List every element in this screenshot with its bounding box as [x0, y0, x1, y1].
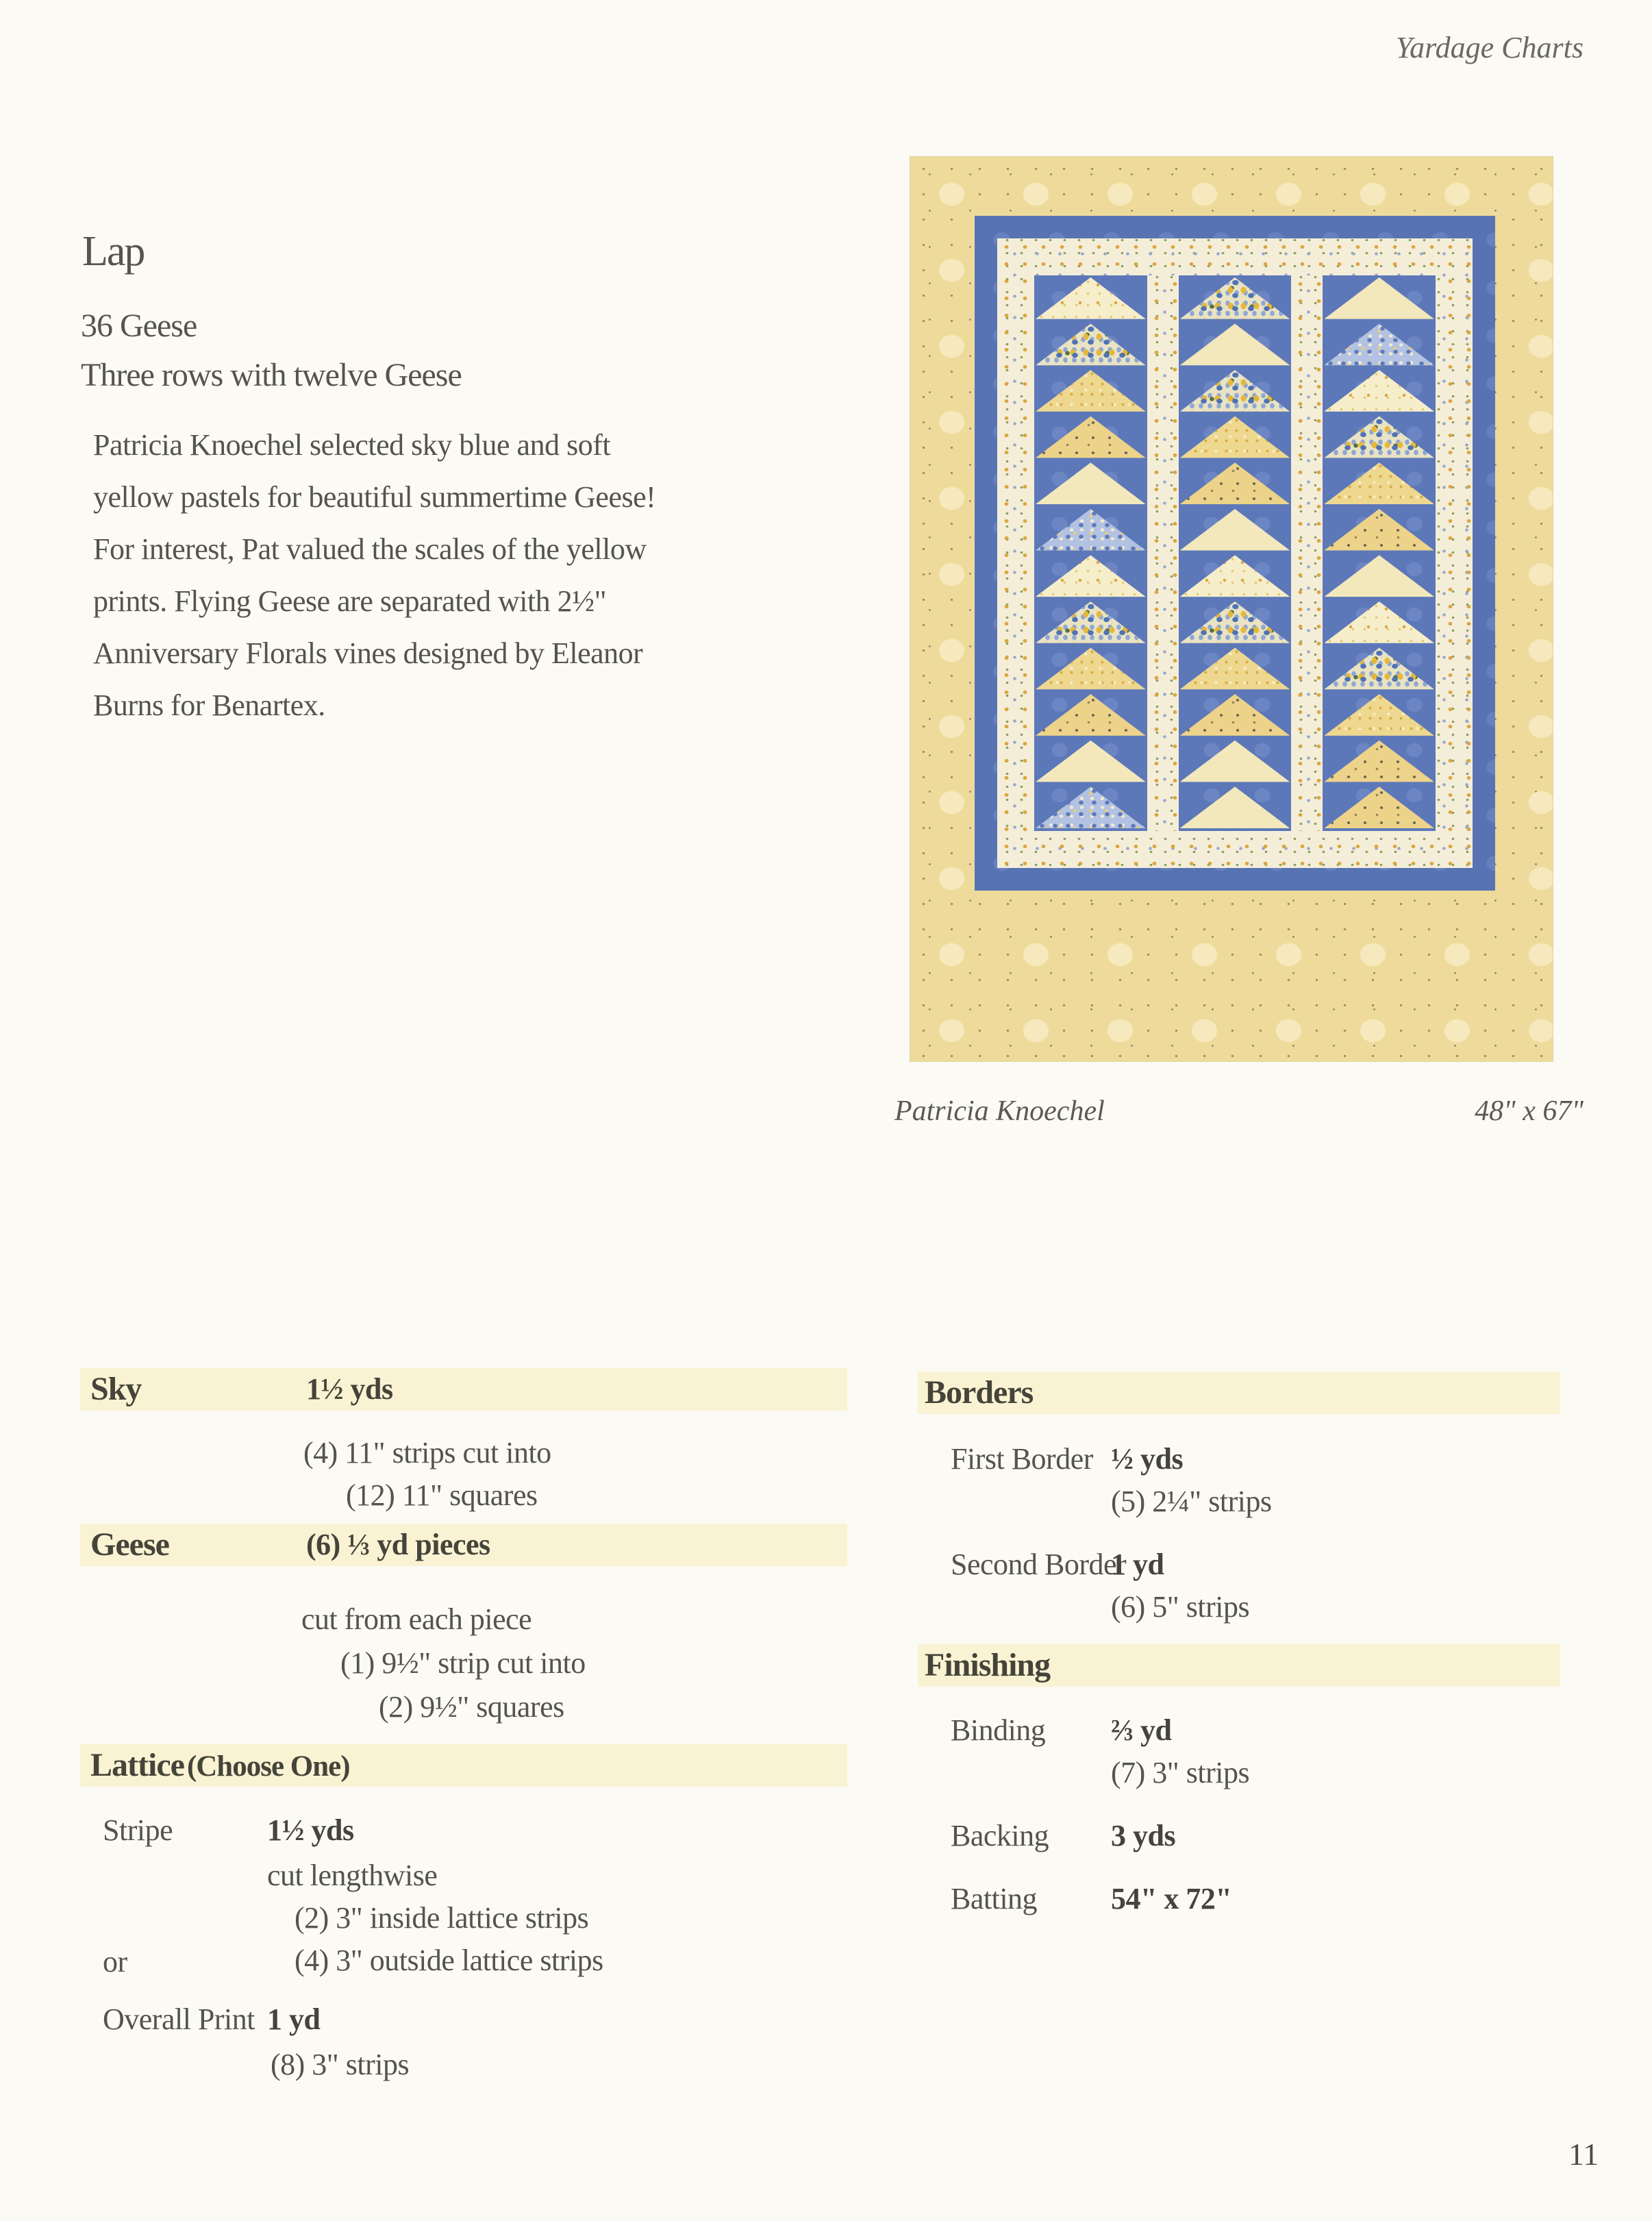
- page-number: 11: [1568, 2137, 1599, 2172]
- goose-triangle: [1036, 554, 1146, 598]
- section-label-borders: Borders: [925, 1374, 1034, 1411]
- running-header: Yardage Charts: [1395, 31, 1584, 64]
- lattice-stripe-line-3: (4) 3" outside lattice strips: [295, 1944, 603, 1977]
- paragraph-line: Anniversary Florals vines designed by Eleanor: [93, 636, 643, 670]
- section-band-lattice: [80, 1744, 847, 1787]
- paragraph-line: Patricia Knoechel selected sky blue and soft: [93, 428, 611, 462]
- goose-block: [1179, 784, 1292, 831]
- paragraph-line: prints. Flying Geese are separated with 2½": [93, 584, 607, 618]
- goose-block: [1179, 275, 1292, 322]
- goose-column: [1179, 275, 1292, 831]
- quilt-floral-border: [997, 238, 1473, 868]
- goose-block: [1323, 275, 1436, 322]
- goose-column: [1323, 275, 1436, 831]
- section-band-borders: [918, 1372, 1560, 1414]
- backing-yardage: 3 yds: [1111, 1819, 1176, 1852]
- goose-triangle: [1180, 647, 1290, 691]
- goose-triangle: [1036, 739, 1146, 784]
- first-border-line-1: (5) 2¼" strips: [1111, 1485, 1272, 1518]
- goose-block: [1034, 507, 1147, 554]
- goose-triangle: [1180, 554, 1290, 598]
- goose-block: [1034, 414, 1147, 461]
- caption-artist: Patricia Knoechel: [894, 1095, 1105, 1127]
- backing-label: Backing: [951, 1819, 1049, 1852]
- goose-block: [1034, 784, 1147, 831]
- goose-triangle: [1036, 323, 1146, 367]
- goose-triangle: [1180, 693, 1290, 737]
- binding-line-1: (7) 3" strips: [1111, 1756, 1250, 1789]
- goose-triangle: [1036, 508, 1146, 552]
- sky-cut-line-2: (12) 11" squares: [346, 1478, 538, 1512]
- sky-cut-line-1: (4) 11" strips cut into: [303, 1436, 551, 1469]
- goose-block: [1323, 739, 1436, 785]
- lattice-stripe-yardage: 1½ yds: [267, 1813, 354, 1847]
- goose-triangle: [1324, 785, 1434, 830]
- goose-block: [1179, 507, 1292, 554]
- goose-triangle: [1036, 369, 1146, 413]
- goose-triangle: [1180, 276, 1290, 321]
- lattice-stripe-line-1: cut lengthwise: [267, 1859, 438, 1892]
- goose-block: [1323, 460, 1436, 507]
- goose-triangle: [1180, 508, 1290, 552]
- goose-block: [1034, 553, 1147, 599]
- goose-triangle: [1324, 508, 1434, 552]
- goose-block: [1179, 692, 1292, 739]
- goose-triangle: [1324, 276, 1434, 321]
- goose-triangle: [1324, 554, 1434, 598]
- goose-block: [1034, 368, 1147, 414]
- subtitle: [81, 301, 462, 400]
- geese-cut-line-2: (1) 9½" strip cut into: [340, 1646, 586, 1680]
- geese-yardage: (6) ⅓ yd pieces: [306, 1528, 490, 1561]
- goose-triangle: [1324, 323, 1434, 367]
- section-band-geese: [80, 1524, 847, 1566]
- paragraph-line: yellow pastels for beautiful summertime Geese!: [93, 480, 656, 514]
- goose-block: [1034, 739, 1147, 785]
- second-border-yardage: 1 yd: [1111, 1548, 1164, 1581]
- goose-block: [1323, 414, 1436, 461]
- goose-triangle: [1324, 693, 1434, 737]
- lattice-overall-label: Overall Print: [103, 2002, 255, 2036]
- goose-triangle: [1324, 461, 1434, 506]
- section-label-lattice: Lattice: [90, 1747, 184, 1783]
- batting-size: 54" x 72": [1111, 1882, 1232, 1915]
- goose-triangle: [1324, 415, 1434, 460]
- goose-triangle: [1036, 600, 1146, 645]
- goose-block: [1179, 553, 1292, 599]
- lattice-overall-line-1: (8) 3" strips: [271, 2048, 410, 2081]
- first-border-yardage: ½ yds: [1111, 1442, 1184, 1476]
- goose-block: [1034, 322, 1147, 369]
- section-band-finishing: [918, 1644, 1560, 1687]
- goose-triangle: [1036, 461, 1146, 506]
- goose-block: [1179, 739, 1292, 785]
- goose-triangle: [1180, 461, 1290, 506]
- goose-triangle: [1324, 369, 1434, 413]
- goose-block: [1179, 414, 1292, 461]
- goose-triangle: [1036, 693, 1146, 737]
- goose-block: [1323, 646, 1436, 693]
- section-band-sky: [80, 1368, 847, 1411]
- sky-yardage: 1½ yds: [306, 1372, 393, 1406]
- page-title: Lap: [82, 228, 145, 275]
- goose-block: [1323, 368, 1436, 414]
- goose-triangle: [1036, 785, 1146, 830]
- lattice-overall-yardage: 1 yd: [267, 2002, 321, 2036]
- goose-triangle: [1324, 647, 1434, 691]
- lattice-strip: [1291, 275, 1323, 831]
- goose-block: [1034, 646, 1147, 693]
- lattice-strip: [1147, 275, 1179, 831]
- binding-label: Binding: [951, 1713, 1046, 1747]
- subtitle-line-1: 36 Geese: [81, 308, 197, 344]
- goose-block: [1034, 460, 1147, 507]
- goose-triangle: [1180, 739, 1290, 784]
- subtitle-line-2: Three rows with twelve Geese: [81, 357, 462, 393]
- goose-block: [1323, 692, 1436, 739]
- goose-triangle: [1180, 600, 1290, 645]
- paragraph-line: For interest, Pat valued the scales of the yellow: [93, 532, 647, 566]
- goose-triangle: [1180, 785, 1290, 830]
- goose-block: [1323, 784, 1436, 831]
- goose-block: [1179, 460, 1292, 507]
- section-label-sky: Sky: [90, 1371, 142, 1407]
- quilt-blue-border: [975, 216, 1495, 891]
- second-border-line-1: (6) 5" strips: [1111, 1590, 1250, 1624]
- goose-triangle: [1180, 415, 1290, 460]
- goose-block: [1179, 646, 1292, 693]
- goose-block: [1323, 553, 1436, 599]
- goose-triangle: [1036, 647, 1146, 691]
- goose-triangle: [1180, 369, 1290, 413]
- goose-block: [1034, 599, 1147, 646]
- goose-column: [1034, 275, 1147, 831]
- goose-block: [1034, 692, 1147, 739]
- goose-triangle: [1180, 323, 1290, 367]
- intro-paragraph: [93, 419, 655, 732]
- geese-cut-line-3: (2) 9½" squares: [379, 1690, 564, 1724]
- lattice-choose-one-note: (Choose One): [186, 1750, 350, 1783]
- goose-block: [1034, 275, 1147, 322]
- section-label-geese: Geese: [90, 1526, 169, 1563]
- goose-triangle: [1036, 276, 1146, 321]
- goose-block: [1179, 599, 1292, 646]
- goose-triangle: [1324, 739, 1434, 784]
- lattice-stripe-line-2: (2) 3" inside lattice strips: [295, 1901, 589, 1935]
- second-border-label: Second Border: [951, 1548, 1127, 1581]
- goose-block: [1323, 599, 1436, 646]
- section-label-finishing: Finishing: [925, 1647, 1051, 1683]
- goose-triangle: [1324, 600, 1434, 645]
- goose-block: [1323, 322, 1436, 369]
- lattice-or-label: or: [103, 1945, 127, 1978]
- caption-size: 48" x 67": [1475, 1095, 1584, 1127]
- geese-cut-line-1: cut from each piece: [301, 1602, 532, 1636]
- goose-triangle: [1036, 415, 1146, 460]
- lattice-stripe-label: Stripe: [103, 1813, 173, 1847]
- goose-block: [1179, 368, 1292, 414]
- paragraph-line: Burns for Benartex.: [93, 688, 325, 722]
- batting-label: Batting: [951, 1882, 1038, 1915]
- goose-block: [1323, 507, 1436, 554]
- first-border-label: First Border: [951, 1442, 1093, 1476]
- goose-block: [1179, 322, 1292, 369]
- binding-yardage: ⅔ yd: [1111, 1713, 1172, 1747]
- quilt-photo: [910, 156, 1553, 1062]
- quilt-field: [1034, 275, 1436, 831]
